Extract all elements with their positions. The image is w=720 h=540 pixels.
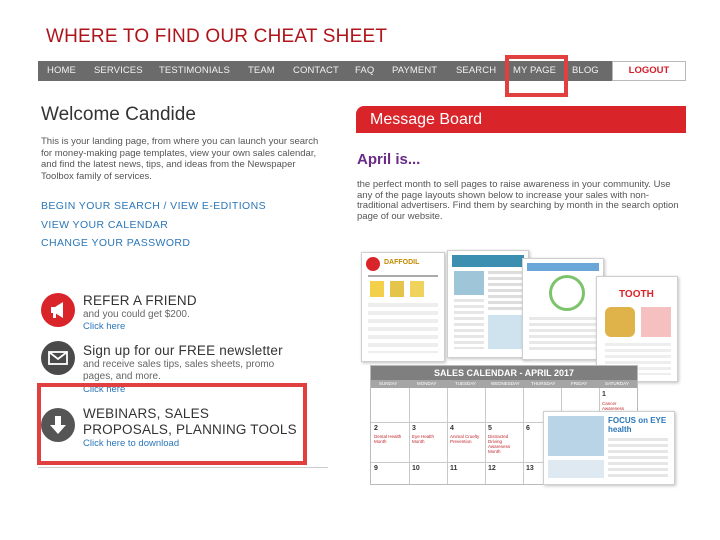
calendar-date: 5 (488, 425, 492, 432)
refer-friend-subtitle: and you could get $200. (83, 309, 190, 320)
refer-friend-title[interactable]: REFER A FRIEND (83, 293, 197, 308)
thumb-daffodil-title: DAFFODIL (384, 259, 420, 266)
calendar-event: Cancer Awareness (602, 401, 625, 411)
nav-payment[interactable]: PAYMENT (392, 65, 438, 76)
calendar-date: 3 (412, 425, 416, 432)
webinars-highlight (37, 383, 307, 465)
newsletter-title[interactable]: Sign up for our FREE newsletter (83, 343, 283, 358)
newsletter-link[interactable]: Click here (83, 384, 126, 395)
thumb-tooth-title: TOOTH (619, 289, 654, 300)
left-divider (38, 467, 328, 468)
calendar-date: 11 (450, 465, 458, 472)
thumb-focus-title: FOCUS on EYE health (608, 416, 667, 434)
refer-friend-link[interactable]: Click here (83, 321, 126, 332)
megaphone-icon[interactable] (41, 293, 75, 327)
calendar-event: Eye Health Month (412, 434, 435, 444)
april-text: the perfect month to sell pages to raise awareness in your community. Use any of the page layouts shown below to increase your sales with non-traditional advertisers. Find them by searching by month in the search option page of our website. (357, 179, 679, 222)
nav-my-page[interactable]: MY PAGE (513, 65, 557, 76)
newsletter-subtitle: and receive sales tips, sales sheets, promo pages, and more. (83, 359, 275, 382)
thumb-smile-page[interactable] (522, 258, 604, 360)
nav-search[interactable]: SEARCH (456, 65, 497, 76)
welcome-heading: Welcome Candide (41, 104, 196, 125)
my-page-highlight (505, 55, 568, 97)
calendar-day: TUESDAY (455, 381, 476, 386)
calendar-day: SUNDAY (379, 381, 398, 386)
calendar-date: 9 (374, 465, 378, 472)
nav-contact[interactable]: CONTACT (293, 65, 339, 76)
begin-search-link[interactable]: BEGIN YOUR SEARCH / VIEW E-EDITIONS (41, 200, 267, 212)
calendar-date: 2 (374, 425, 378, 432)
thumb-eye-care-page[interactable] (447, 250, 529, 358)
calendar-event: Dental Health Month (374, 434, 402, 444)
webinars-download-link[interactable]: Click here to download (83, 438, 180, 449)
calendar-day: THURSDAY (531, 381, 556, 386)
calendar-date: 1 (602, 391, 606, 398)
calendar-event: Distracted Driving Awareness Month (488, 434, 511, 454)
calendar-event: Animal Cruelty Prevention (450, 434, 480, 444)
intro-text: This is your landing page, from where you can launch your search for money-making page templates, view your own sales calendar, and find the latest news, tips, and ideas from the Newspaper Toolbox family of services. (41, 136, 319, 182)
calendar-title: SALES CALENDAR - APRIL 2017 (371, 366, 637, 380)
calendar-date: 13 (526, 465, 534, 472)
view-calendar-link[interactable]: VIEW YOUR CALENDAR (41, 219, 169, 231)
webinars-title[interactable]: WEBINARS, SALES PROPOSALS, PLANNING TOOLS (83, 406, 297, 437)
calendar-date: 12 (488, 465, 496, 472)
calendar-day: MONDAY (417, 381, 437, 386)
top-nav-bar (38, 61, 686, 81)
nav-services[interactable]: SERVICES (94, 65, 143, 76)
change-password-link[interactable]: CHANGE YOUR PASSWORD (41, 237, 191, 249)
calendar-date: 4 (450, 425, 454, 432)
nav-home[interactable]: HOME (47, 65, 76, 76)
message-board-header: Message Board (356, 106, 686, 133)
calendar-day: SATURDAY (605, 381, 629, 386)
nav-blog[interactable]: BLOG (572, 65, 599, 76)
thumb-cancer-page[interactable] (361, 252, 445, 362)
nav-testimonials[interactable]: TESTIMONIALS (159, 65, 230, 76)
calendar-days-row (371, 380, 637, 388)
calendar-date: 10 (412, 465, 420, 472)
thumb-eye-health-page[interactable] (543, 411, 675, 485)
calendar-date: 6 (526, 425, 530, 432)
logout-button[interactable]: LOGOUT (612, 61, 686, 81)
nav-team[interactable]: TEAM (248, 65, 275, 76)
calendar-day: WEDNESDAY (491, 381, 520, 386)
envelope-icon[interactable] (41, 341, 75, 375)
slide-title: WHERE TO FIND OUR CHEAT SHEET (46, 26, 388, 47)
nav-faq[interactable]: FAQ (355, 65, 375, 76)
april-heading: April is... (357, 151, 421, 168)
calendar-day: FRIDAY (571, 381, 588, 386)
